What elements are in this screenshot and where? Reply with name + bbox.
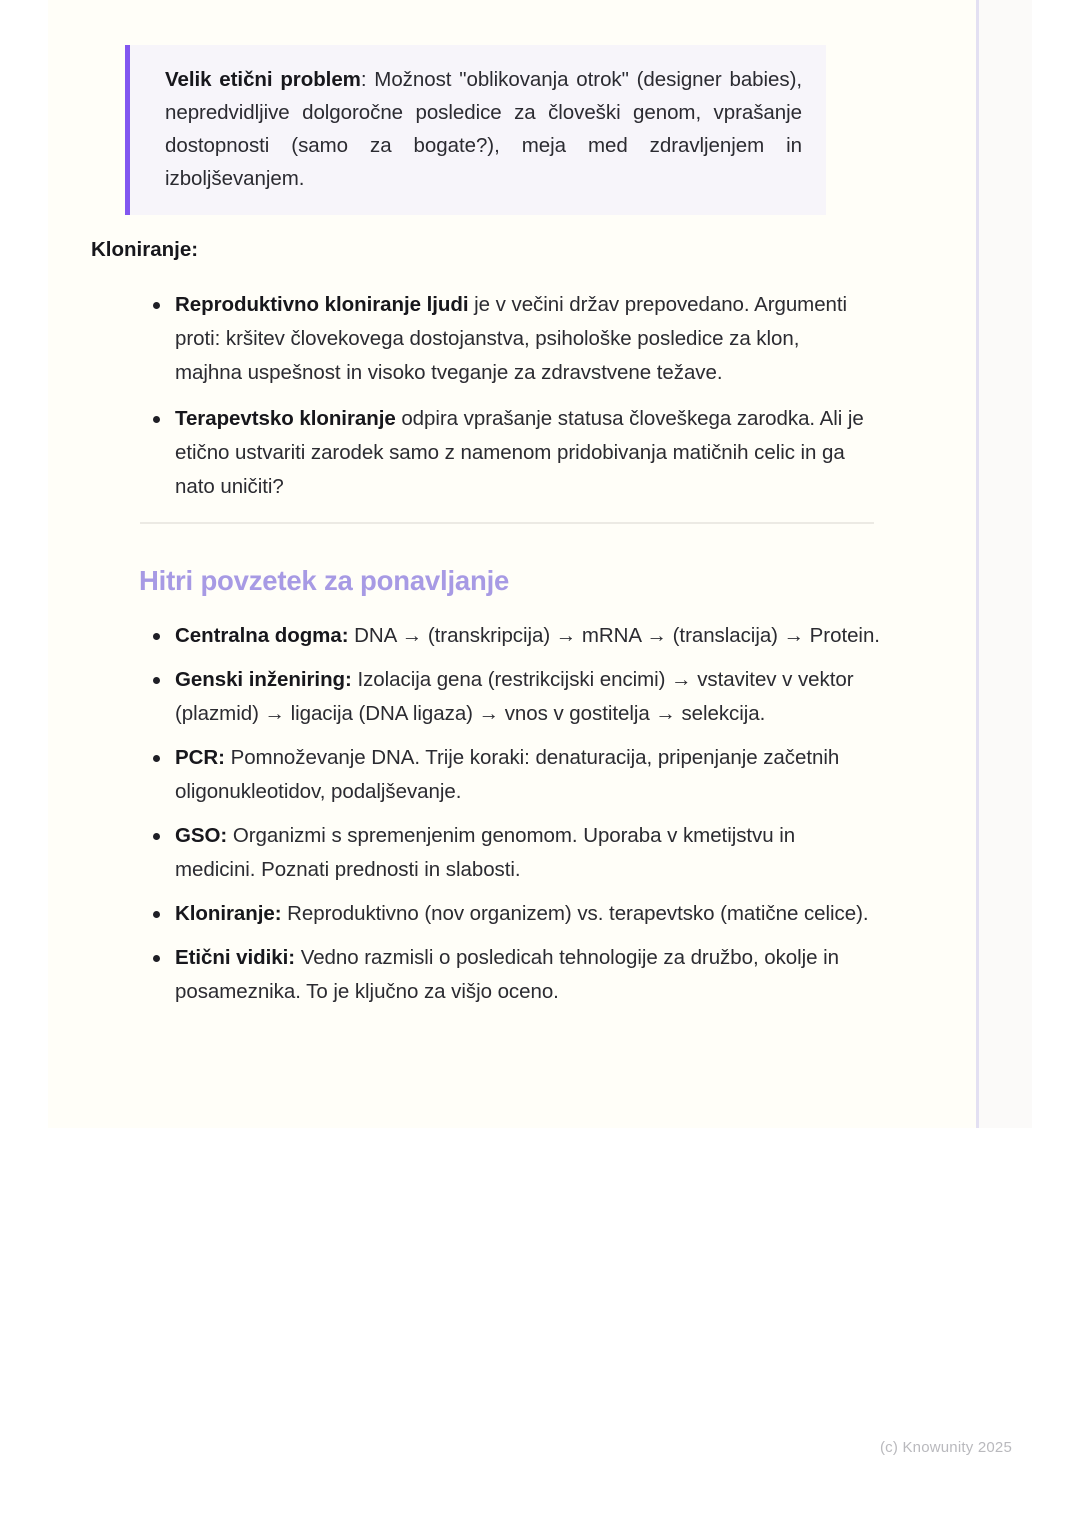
- list-item-lead: Reproduktivno kloniranje ljudi: [175, 293, 469, 316]
- section-label-kloniranje: Kloniranje:: [91, 238, 199, 261]
- list-item: [140, 663, 880, 731]
- callout-text: [165, 63, 802, 195]
- list-item-lead: Terapevtsko kloniranje: [175, 407, 396, 430]
- list-item: [140, 288, 870, 390]
- list-item-body: Reproduktivno (nov organizem) vs. terapevtsko (matične celice).: [281, 902, 869, 925]
- list-item-lead: Centralna dogma:: [175, 624, 349, 647]
- list-item-body: Vedno razmisli o posledicah tehnologije za družbo, okolje in posameznika. To je ključno za višjo oceno.: [175, 946, 840, 1003]
- note-content: [48, 0, 977, 1128]
- callout-lead: Velik etični problem: [165, 68, 361, 91]
- list-item: [140, 619, 880, 653]
- list-item-lead: GSO:: [175, 824, 228, 847]
- list-item-body: Izolacija gena (restrikcijski encimi) → vstavitev v vektor (plazmid) → ligacija (DNA ligaza) → vnos v gostitelja → selekcija.: [175, 668, 854, 725]
- list-item-lead: Etični vidiki:: [175, 946, 296, 969]
- list-item: [140, 402, 870, 504]
- list-item-body: DNA → (transkripcija) → mRNA → (translacija) → Protein.: [348, 624, 880, 647]
- list-item-body: Pomnoževanje DNA. Trije koraki: denaturacija, pripenjanje začetnih oligonukleotidov, podaljševanje.: [175, 746, 840, 803]
- list-item-lead: Kloniranje:: [175, 902, 282, 925]
- summary-heading: Hitri povzetek za ponavljanje: [139, 565, 510, 596]
- summary-bullet-list: [140, 619, 880, 1019]
- cloning-bullet-list: [140, 288, 870, 516]
- list-item-body: Organizmi s spremenjenim genomom. Uporaba v kmetijstvu in medicini. Poznati prednosti in slabosti.: [175, 824, 796, 881]
- section-divider: [140, 522, 874, 524]
- list-item-body: je v večini držav prepovedano. Argumenti proti: kršitev človekovega dostojanstva, psihološke posledice za klon, majhna uspešnost in visoko tveganje za zdravstvene težave.: [175, 293, 848, 384]
- ethics-callout: [125, 45, 826, 215]
- list-item: [140, 941, 880, 1009]
- list-item-lead: PCR:: [175, 746, 225, 769]
- list-item: [140, 741, 880, 809]
- sheet-gutter: [977, 0, 1032, 1128]
- list-item-lead: Genski inženiring:: [175, 668, 352, 691]
- list-item-body: odpira vprašanje statusa človeškega zarodka. Ali je etično ustvariti zarodek samo z namenom pridobivanja matičnih celic in ga nato uničiti?: [175, 407, 864, 498]
- list-item: [140, 819, 880, 887]
- callout-body: : Možnost "oblikovanja otrok" (designer babies), nepredvidljive dolgoročne posledice za človeški genom, vprašanje dostopnosti (samo za bogate?), meja med zdravljenjem in izboljševanjem.: [165, 68, 802, 190]
- copyright-watermark: (c) Knowunity 2025: [879, 1439, 1012, 1456]
- note-page-sheet: [48, 0, 1032, 1128]
- list-item: [140, 897, 880, 931]
